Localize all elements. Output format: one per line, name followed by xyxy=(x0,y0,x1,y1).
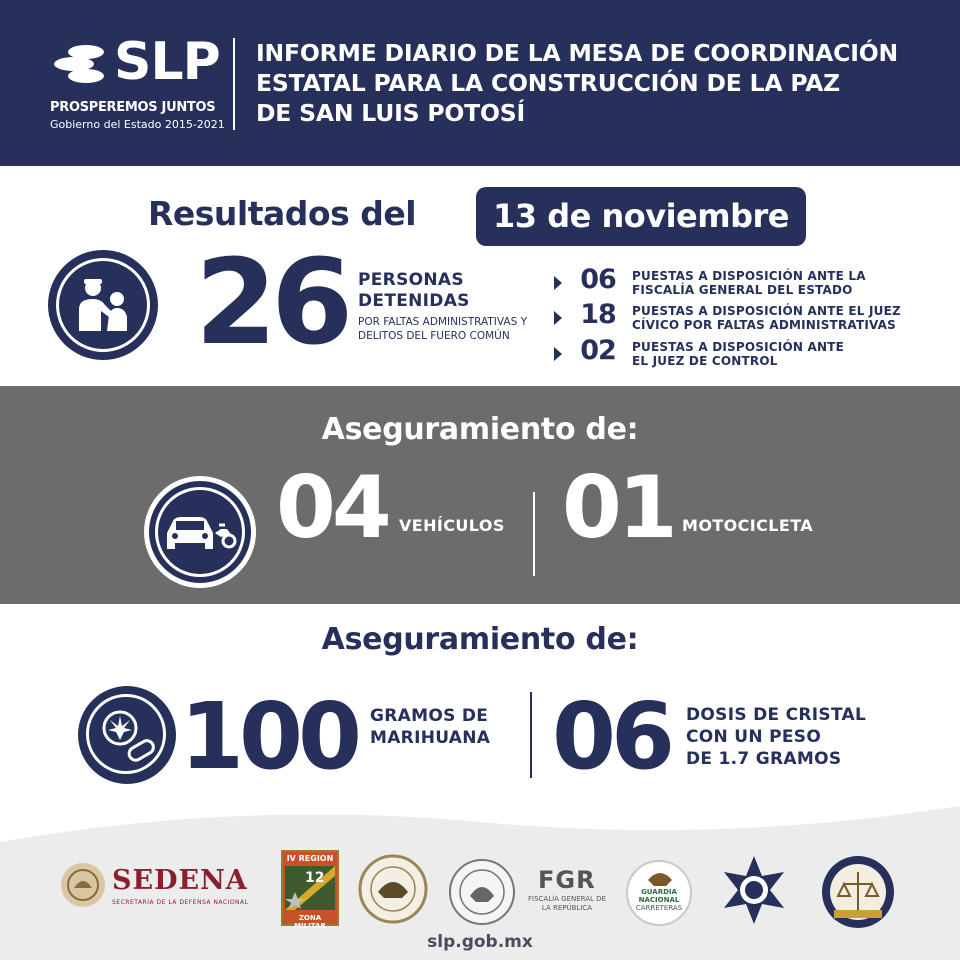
policia-estatal-star-icon xyxy=(718,854,790,926)
gn-line-3: CARRETERAS xyxy=(635,904,683,912)
arrow-right-icon xyxy=(554,347,562,361)
cristal-label xyxy=(686,704,866,770)
drugs-section-title: Aseguramiento de: xyxy=(321,622,639,657)
header-banner xyxy=(0,0,960,166)
fgr-logo-subtitle: FISCALÍA GENERAL DE LA REPÚBLICA xyxy=(527,895,606,912)
breakdown-line-1: PUESTAS A DISPOSICIÓN ANTE xyxy=(632,340,844,354)
slp-logo[interactable] xyxy=(50,32,225,138)
slp-logo-text: SLP xyxy=(114,32,220,92)
breakdown-count: 18 xyxy=(580,299,616,330)
cannabis-pill-icon xyxy=(98,706,156,764)
detained-subtitle xyxy=(358,315,527,343)
estados-unidos-mexicanos-seal-icon xyxy=(448,858,516,926)
detained-subtitle-line-1: POR FALTAS ADMINISTRATIVAS Y xyxy=(358,316,527,328)
sedena-logo-text: SEDENA xyxy=(112,865,248,896)
breakdown-description xyxy=(632,304,952,332)
region-number: 12 xyxy=(305,870,325,886)
fiscalia-general-estado-seal-icon xyxy=(820,854,896,930)
cristal-count: 06 xyxy=(552,683,671,790)
slp-logo-mark-icon xyxy=(50,38,120,88)
region-label: IV REGION xyxy=(286,854,334,863)
detainee-icon-badge xyxy=(48,250,158,360)
breakdown-row xyxy=(554,264,954,300)
breakdown-description xyxy=(632,269,952,297)
report-title-line-1: INFORME DIARIO DE LA MESA DE COORDINACIÓN xyxy=(256,39,898,67)
zona-militar-shield xyxy=(281,850,339,930)
gn-line-1: GUARDIA xyxy=(641,888,677,896)
motorcycle-label: MOTOCICLETA xyxy=(682,516,814,535)
mexico-eagle-seal-icon xyxy=(60,862,106,908)
detained-subtitle-line-2: DELITOS DEL FUERO COMÚN xyxy=(358,330,510,342)
results-label: Resultados del xyxy=(148,194,417,233)
slp-logo-tagline: PROSPEREMOS JUNTOS xyxy=(50,100,216,115)
detained-title-line-2: DETENIDAS xyxy=(358,291,470,311)
footer-logos xyxy=(0,800,960,960)
eagle-icon xyxy=(648,868,672,886)
guardia-nacional-seal-icon xyxy=(358,854,428,924)
cristal-label-line-3: DE 1.7 GRAMOS xyxy=(686,749,842,769)
header-divider xyxy=(233,38,235,130)
cristal-label-line-2: CON UN PESO xyxy=(686,727,822,747)
breakdown-row xyxy=(554,335,954,371)
marihuana-label-line-2: MARIHUANA xyxy=(370,728,491,748)
marihuana-label-line-1: GRAMOS DE xyxy=(370,706,489,726)
fgr-logo-text: FGR xyxy=(538,866,596,894)
website-link[interactable]: slp.gob.mx xyxy=(427,932,533,952)
report-title-line-2: ESTATAL PARA LA CONSTRUCCIÓN DE LA PAZ xyxy=(256,69,841,97)
breakdown-row xyxy=(554,299,954,335)
sedena-logo-subtitle: SECRETARÍA DE LA DEFENSA NACIONAL xyxy=(112,899,249,906)
date-badge: 13 de noviembre xyxy=(476,187,806,246)
breakdown-line-2: CÍVICO POR FALTAS ADMINISTRATIVAS xyxy=(632,318,896,332)
detainee-arrest-icon xyxy=(73,275,133,335)
vehicle-icon-badge xyxy=(144,476,256,588)
vehicles-label: VEHÍCULOS xyxy=(399,516,505,535)
breakdown-line-2: FISCALÍA GENERAL DEL ESTADO xyxy=(632,283,853,297)
breakdown-description xyxy=(632,340,952,368)
zona-militar-label: ZONA MILITAR xyxy=(294,914,326,930)
detained-title-line-1: PERSONAS xyxy=(358,270,464,290)
guardia-nacional-carreteras-logo xyxy=(626,860,692,926)
cristal-label-line-1: DOSIS DE CRISTAL xyxy=(686,705,867,725)
motorcycle-count: 01 xyxy=(562,458,674,558)
detained-title xyxy=(358,270,470,312)
vehicles-count: 04 xyxy=(276,458,388,558)
gn-line-2: NACIONAL xyxy=(638,896,680,904)
vehicles-divider xyxy=(533,492,535,576)
report-title-line-3: DE SAN LUIS POTOSÍ xyxy=(256,99,526,127)
arrow-right-icon xyxy=(554,276,562,290)
car-motorcycle-icon xyxy=(163,511,239,551)
breakdown-count: 02 xyxy=(580,335,616,366)
detained-count: 26 xyxy=(195,233,348,371)
arrow-right-icon xyxy=(554,311,562,325)
marihuana-count: 100 xyxy=(180,683,358,790)
breakdown-count: 06 xyxy=(580,264,616,295)
drugs-divider xyxy=(530,692,532,778)
report-title xyxy=(256,38,936,128)
breakdown-line-1: PUESTAS A DISPOSICIÓN ANTE LA xyxy=(632,269,866,283)
breakdown-line-1: PUESTAS A DISPOSICIÓN ANTE EL JUEZ xyxy=(632,304,901,318)
marihuana-label xyxy=(370,705,490,749)
drug-icon-badge xyxy=(78,686,176,784)
slp-logo-subtitle: Gobierno del Estado 2015-2021 xyxy=(50,118,225,131)
gn-carreteras-text xyxy=(628,888,690,912)
vehicles-section-title: Aseguramiento de: xyxy=(321,412,639,447)
breakdown-line-2: EL JUEZ DE CONTROL xyxy=(632,354,778,368)
vehicles-section xyxy=(0,386,960,604)
